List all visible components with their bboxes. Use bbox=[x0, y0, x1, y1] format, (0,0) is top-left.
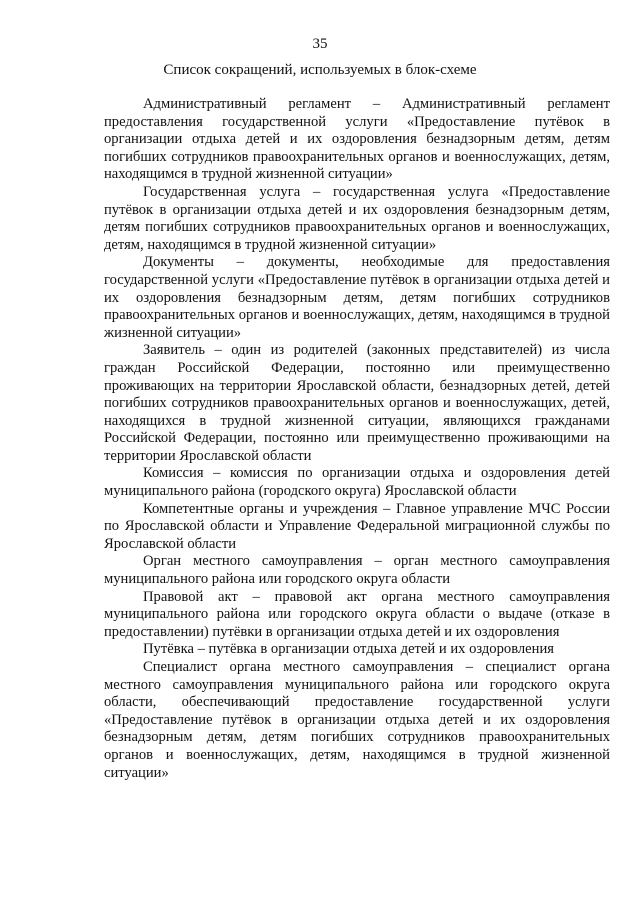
definition-legal-act: Правовой акт – правовой акт органа местного самоуправления муниципального района или городского округа области о выдаче (отказе в предоставлении) путёвки в организации отдыха детей и их оздоровления bbox=[104, 588, 610, 640]
page-title: Список сокращений, используемых в блок-схеме bbox=[163, 62, 477, 78]
definition-local-government-specialist: Специалист органа местного самоуправления – специалист органа местного самоуправления муниципального района или городского округа области, обеспечивающий предоставление государственной услуги «Предоставление путёвок в организации отдыха детей и их оздоровления безнадзорным детям, детям погибших сотрудников правоохранительных органов и военнослужащих, детям, находящимся в трудной жизненной ситуации» bbox=[104, 659, 610, 781]
definition-state-service: Государственная услуга – государственная услуга «Предоставление путёвок в организации отдыха детей и их оздоровления безнадзорным детям, детям погибших сотрудников правоохранительных органов и военнослужащих, детям, находящимся в трудной жизненной ситуации» bbox=[104, 183, 610, 253]
definition-local-government-body: Орган местного самоуправления – орган местного самоуправления муниципального района или городского округа области bbox=[104, 553, 610, 588]
definition-administrative-regulation: Административный регламент – Административный регламент предоставления государственной услуги «Предоставление путёвок в организации отдыха детей и их оздоровления безнадзорным детям, детям погибших сотрудников правоохранительных органов и военнослужащих, детям, находящимся в трудной жизненной ситуации» bbox=[104, 96, 610, 183]
page-number: 35 bbox=[312, 36, 328, 52]
definition-competent-bodies: Компетентные органы и учреждения – Главное управление МЧС России по Ярославской области и Управление Федеральной миграционной службы по Ярославской области bbox=[104, 500, 610, 552]
abbreviations-list bbox=[104, 96, 610, 782]
definition-commission: Комиссия – комиссия по организации отдыха и оздоровления детей муниципального района (городского округа) Ярославской области bbox=[104, 465, 610, 500]
definition-documents: Документы – документы, необходимые для предоставления государственной услуги «Предоставление путёвок в организации отдыха детей и их оздоровления безнадзорным детям, детям погибших сотрудников правоохранительных органов и военнослужащих, детям, находящимся в трудной жизненной ситуации» bbox=[104, 254, 610, 341]
definition-applicant: Заявитель – один из родителей (законных представителей) из числа граждан Российской Федерации, постоянно или преимущественно проживающих на территории Ярославской области, безнадзорных детей, детей погибших сотрудников правоохранительных органов и военнослужащих, детей, находящихся в трудной жизненной ситуации, являющихся гражданами Российской Федерации, постоянно или преимущественно проживающими на территории Ярославской области bbox=[104, 342, 610, 464]
definition-voucher: Путёвка – путёвка в организации отдыха детей и их оздоровления bbox=[143, 641, 554, 658]
